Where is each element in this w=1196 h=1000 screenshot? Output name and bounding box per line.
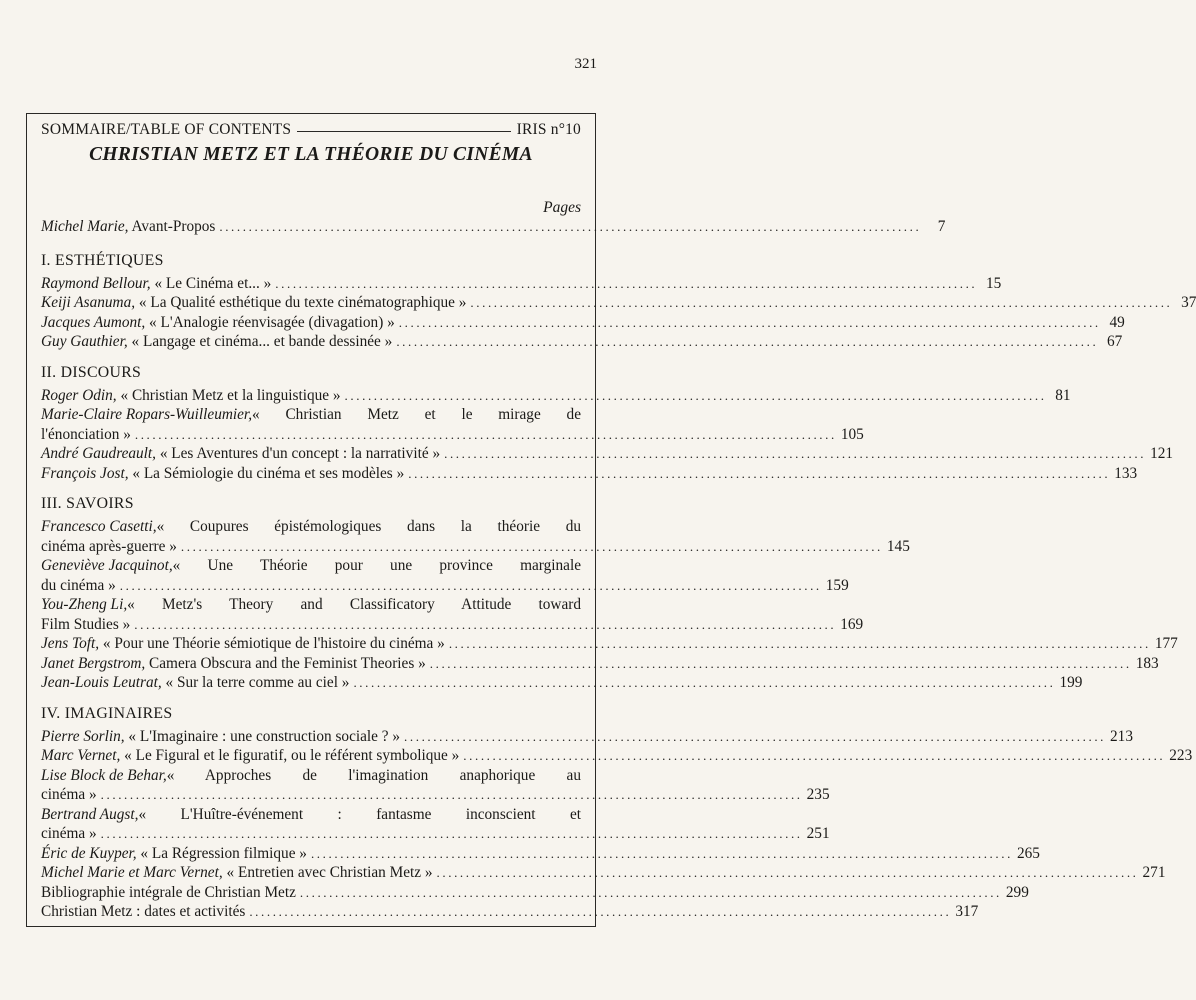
page-number: 321 [574, 56, 597, 72]
leader-dots: ........................................................................................................................ [310, 845, 1013, 861]
leader-dots: ........................................................................................................................ [444, 446, 1147, 461]
leader-dots: ........................................................................................................................ [470, 295, 1173, 310]
toc-entry [41, 654, 1159, 674]
entry-title: « L'Analogie réenvisagée (divagation) » [145, 313, 395, 331]
entry-page: 299 [1005, 883, 1029, 901]
entry-page: 121 [1150, 445, 1174, 462]
entry-page: 213 [1110, 727, 1133, 745]
entry-title: « Metz's Theory and Classificatory Attitude toward [127, 596, 581, 613]
entry-page: 265 [1016, 844, 1040, 862]
entry-author: Geneviève Jacquinot, [41, 557, 173, 574]
entry-page: 105 [840, 425, 864, 443]
header-rule [297, 131, 510, 132]
leader-dots: ........................................................................................................................ [134, 426, 837, 442]
toc-entry [41, 615, 864, 635]
leader-dots: ........................................................................................................................ [408, 465, 1111, 481]
toc-entry [41, 844, 1040, 864]
leader-dots: ........................................................................................................................ [353, 675, 1056, 690]
entry-author: Guy Gauthier, [41, 333, 128, 350]
entry-page: 223 [1169, 747, 1193, 764]
entry-title-continued: l'énonciation » [41, 425, 131, 443]
entry-page: 271 [1142, 864, 1166, 881]
entry-author: Jacques Aumont, [41, 313, 146, 331]
toc-entry [41, 537, 910, 557]
entry-author: Francesco Casetti, [41, 518, 157, 535]
toc-entry [41, 332, 1123, 352]
entry-page: 133 [1114, 464, 1138, 482]
entry-author: Marc Vernet, [41, 747, 121, 764]
entry-page: 67 [1107, 333, 1123, 350]
toc-entry [41, 293, 1196, 313]
entry-title: Christian Metz : dates et activités [41, 903, 246, 920]
entry-title: « Christian Metz et le mirage de [252, 406, 581, 423]
leader-dots: ........................................................................................................................ [219, 219, 922, 234]
entry-title-continued: cinéma » [41, 786, 97, 803]
entry-title: « La Qualité esthétique du texte cinématographique » [135, 294, 467, 311]
entry-title: Avant-Propos [128, 218, 216, 235]
entry-author: Jean-Louis Leutrat, [41, 674, 162, 691]
entry-page: 251 [806, 825, 830, 842]
entry-title: « Coupures épistémologiques dans la théorie du [156, 518, 581, 535]
entry-page: 169 [840, 615, 864, 633]
toc-header-label: SOMMAIRE/TABLE OF CONTENTS [41, 121, 292, 138]
entry-page: 37 [1181, 294, 1196, 311]
leader-dots: ........................................................................................................................ [299, 884, 1002, 900]
entry-title: « L'Imaginaire : une construction sociale ? » [124, 727, 401, 745]
toc-entry [41, 464, 1138, 484]
toc-entry [41, 274, 1002, 294]
leader-dots: ........................................................................................................................ [249, 904, 952, 919]
toc-entry [41, 386, 1071, 406]
toc-entry-intro [41, 217, 946, 237]
toc-entry [41, 673, 1083, 693]
entry-author: Bertrand Augst, [41, 805, 139, 823]
entry-title: « Une Théorie pour une province marginale [172, 557, 581, 574]
entry-title: « La Sémiologie du cinéma et ses modèles » [128, 464, 405, 482]
pages-column-label: Pages [543, 199, 581, 216]
entry-page: 159 [825, 576, 849, 594]
entry-author: Marie-Claire Ropars-Wuilleumier, [41, 406, 253, 423]
entry-title-continued: Film Studies » [41, 615, 131, 633]
toc-entry [41, 576, 849, 596]
entry-author: You-Zheng Li, [41, 596, 128, 613]
entry-title: « Le Cinéma et... » [150, 274, 272, 292]
entry-title: « Approches de l'imagination anaphorique au [166, 766, 581, 784]
toc-entry [41, 863, 1166, 883]
entry-page: 183 [1135, 654, 1159, 672]
entry-title: « Pour une Théorie sémiotique de l'histoire du cinéma » [99, 635, 445, 652]
toc-entry-line [41, 595, 581, 615]
toc-entry [41, 634, 1178, 654]
entry-author: Michel Marie, [41, 218, 129, 235]
entry-page: 177 [1154, 635, 1178, 652]
entry-page: 235 [806, 786, 830, 803]
toc-entry [41, 785, 830, 805]
entry-author: Janet Bergstrom, [41, 654, 146, 672]
toc-entry [41, 824, 830, 844]
entry-page: 317 [955, 903, 979, 920]
entry-title: « La Régression filmique » [136, 844, 307, 862]
leader-dots: ........................................................................................................................ [398, 314, 1101, 330]
leader-dots: ........................................................................................................................ [180, 538, 883, 554]
entry-title-continued: du cinéma » [41, 576, 116, 594]
entry-author: Roger Odin, [41, 386, 117, 404]
section-heading: II. DISCOURS [41, 363, 142, 381]
toc-entry [41, 883, 1029, 903]
entry-author: Pierre Sorlin, [41, 727, 125, 745]
entry-title-continued: cinéma » [41, 825, 97, 842]
toc-entry-line [41, 405, 581, 425]
toc-entry-line [41, 766, 581, 786]
entry-author: Keiji Asanuma, [41, 294, 136, 311]
entry-title: « L'Huître-événement : fantasme inconscient et [138, 805, 581, 823]
entry-author: François Jost, [41, 464, 129, 482]
entry-title: Camera Obscura and the Feminist Theories » [145, 654, 426, 672]
entry-title: « Le Figural et le figuratif, ou le référent symbolique » [120, 747, 460, 764]
section-heading: IV. IMAGINAIRES [41, 704, 173, 722]
entry-author: Lise Block de Behar, [41, 766, 167, 784]
leader-dots: ........................................................................................................................ [436, 865, 1139, 880]
leader-dots: ........................................................................................................................ [344, 387, 1047, 403]
toc-entry [41, 444, 1174, 464]
toc-entry-line [41, 805, 581, 825]
entry-title: « Christian Metz et la linguistique » [116, 386, 341, 404]
entry-author: André Gaudreault, [41, 445, 156, 462]
entry-page: 81 [1055, 386, 1071, 404]
leader-dots: ........................................................................................................................ [429, 655, 1132, 671]
entry-author: Raymond Bellour, [41, 274, 151, 292]
leader-dots: ........................................................................................................................ [275, 275, 978, 291]
entry-title: « Les Aventures d'un concept : la narrativité » [156, 445, 441, 462]
leader-dots: ........................................................................................................................ [134, 616, 837, 632]
leader-dots: ........................................................................................................................ [100, 826, 803, 841]
section-heading: I. ESTHÉTIQUES [41, 251, 164, 269]
toc-entry [41, 313, 1125, 333]
entry-page: 15 [985, 274, 1002, 292]
toc-entry [41, 425, 864, 445]
entry-page: 49 [1109, 313, 1125, 331]
sections-container [41, 251, 1196, 922]
section-heading: III. SAVOIRS [41, 495, 134, 512]
leader-dots: ........................................................................................................................ [448, 636, 1151, 651]
entry-author: Michel Marie et Marc Vernet, [41, 864, 223, 881]
leader-dots: ........................................................................................................................ [404, 728, 1107, 744]
entry-author: Jens Toft, [41, 635, 100, 652]
entry-title: « Entretien avec Christian Metz » [222, 864, 433, 881]
leader-dots: ........................................................................................................................ [396, 334, 1099, 349]
toc-entry [41, 746, 1193, 766]
toc-entry [41, 727, 1133, 747]
table-of-contents [26, 113, 1196, 927]
leader-dots: ........................................................................................................................ [463, 748, 1166, 763]
toc-entry-line [41, 556, 581, 576]
leader-dots: ........................................................................................................................ [119, 577, 822, 593]
entry-page: 199 [1059, 674, 1083, 691]
toc-header [41, 118, 581, 142]
toc-entry-line [41, 517, 581, 537]
entry-title: « Sur la terre comme au ciel » [161, 674, 350, 691]
entry-page: 7 [937, 218, 946, 235]
entry-title-continued: cinéma après-guerre » [41, 537, 177, 555]
toc-entry [41, 902, 979, 922]
entry-title: « Langage et cinéma... et bande dessinée » [127, 333, 393, 350]
issue-label: IRIS n°10 [516, 121, 581, 138]
issue-title: CHRISTIAN METZ ET LA THÉORIE DU CINÉMA [89, 144, 533, 165]
entry-title: Bibliographie intégrale de Christian Metz [41, 883, 296, 901]
leader-dots: ........................................................................................................................ [100, 787, 803, 802]
entry-author: Éric de Kuyper, [41, 844, 137, 862]
entry-page: 145 [886, 537, 910, 555]
